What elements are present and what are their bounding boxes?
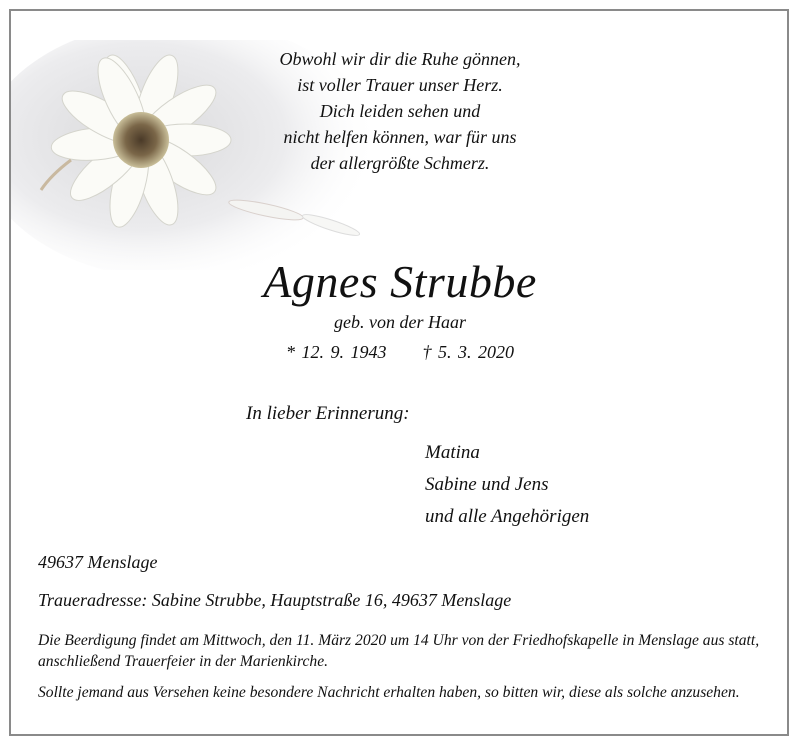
- funeral-note: Die Beerdigung findet am Mittwoch, den 11. März 2020 um 14 Uhr von der Friedhofskapelle in Menslage aus statt, anschließend Trauerfeier in der Marienkirche.: [38, 632, 760, 670]
- deceased-name: Agnes Strubbe: [263, 256, 537, 307]
- mourner: Sabine und Jens: [425, 474, 549, 495]
- mourner: und alle Angehörigen: [425, 506, 590, 527]
- death-date: † 5. 3. 2020: [422, 342, 514, 362]
- place: 49637 Menslage: [38, 552, 158, 572]
- poem-line: nicht helfen können, war für uns: [283, 127, 517, 147]
- mourning-address: Traueradresse: Sabine Strubbe, Hauptstraße 16, 49637 Menslage: [38, 590, 512, 610]
- memory-label: In lieber Erinnerung:: [246, 403, 410, 424]
- poem: [200, 46, 600, 176]
- birth-date: * 12. 9. 1943: [286, 342, 387, 362]
- poem-line: Dich leiden sehen und: [319, 101, 481, 121]
- mourners-list: [425, 437, 589, 533]
- poem-line: der allergrößte Schmerz.: [310, 153, 490, 173]
- poem-line: Obwohl wir dir die Ruhe gönnen,: [279, 49, 521, 69]
- life-dates: [0, 342, 800, 363]
- mourner: Matina: [425, 442, 480, 463]
- notice-note: Sollte jemand aus Versehen keine besondere Nachricht erhalten haben, so bitten wir, diese als solche anzusehen.: [38, 684, 740, 701]
- birth-name: geb. von der Haar: [334, 312, 466, 332]
- poem-line: ist voller Trauer unser Herz.: [297, 75, 503, 95]
